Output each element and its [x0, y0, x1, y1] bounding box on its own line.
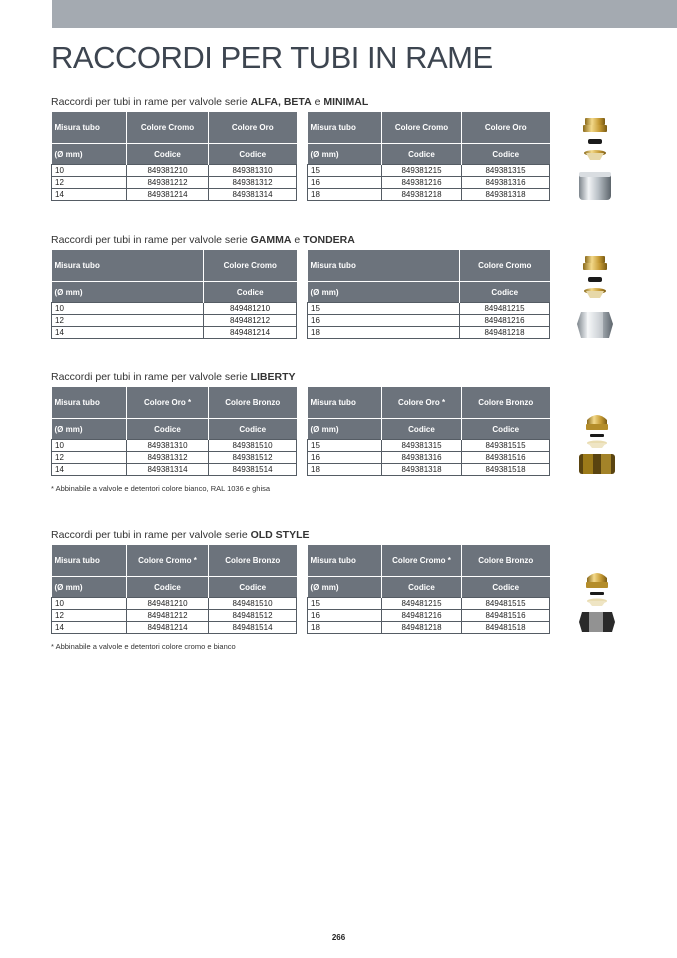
column-header: Colore Cromo — [204, 250, 297, 282]
table-cell: 12 — [52, 452, 127, 464]
section-gamma-tondera — [51, 233, 532, 350]
table-cell: 10 — [52, 440, 127, 452]
column-header: Colore Bronzo — [209, 545, 297, 577]
table-cell: 16 — [308, 315, 460, 327]
codes-table-right — [307, 545, 550, 634]
table-cell: 849381316 — [382, 452, 462, 464]
table-row — [308, 610, 550, 622]
table-cell: 849381516 — [462, 452, 550, 464]
table-cell: 849381510 — [209, 440, 297, 452]
table-cell: 12 — [52, 177, 127, 189]
table-cell: 15 — [308, 440, 382, 452]
table-cell: 12 — [52, 315, 204, 327]
table-cell: 849381218 — [382, 189, 462, 201]
table-row — [308, 464, 550, 476]
table-row — [52, 315, 297, 327]
table-cell: 16 — [308, 177, 382, 189]
fitting-image-old-style — [577, 568, 621, 634]
table-cell: 849381310 — [127, 440, 209, 452]
table-row — [52, 440, 297, 452]
table-cell: 14 — [52, 464, 127, 476]
column-header: Codice — [462, 144, 550, 165]
table-row — [52, 598, 297, 610]
column-header: Colore Oro * — [382, 387, 462, 419]
section-title: Raccordi per tubi in rame per valvole serie OLD STYLE — [51, 529, 310, 541]
table-cell: 18 — [308, 189, 382, 201]
table-cell: 849481212 — [204, 315, 297, 327]
table-cell: 849381214 — [127, 189, 209, 201]
column-header: Codice — [460, 282, 550, 303]
table-cell: 849481215 — [382, 598, 462, 610]
table-cell: 849381316 — [462, 177, 550, 189]
column-header: (Ø mm) — [308, 419, 382, 440]
table-cell: 849381216 — [382, 177, 462, 189]
table-cell: 849481215 — [460, 303, 550, 315]
column-header: (Ø mm) — [308, 577, 382, 598]
column-header: Colore Oro — [462, 112, 550, 144]
table-cell: 849381215 — [382, 165, 462, 177]
table-cell: 14 — [52, 327, 204, 339]
table-row — [308, 315, 550, 327]
column-header: Misura tubo — [52, 545, 127, 577]
table-cell: 849381312 — [127, 452, 209, 464]
section-title: Raccordi per tubi in rame per valvole serie ALFA, BETA e MINIMAL — [51, 96, 369, 108]
column-header: (Ø mm) — [52, 419, 127, 440]
column-header: Codice — [382, 144, 462, 165]
column-header: Codice — [209, 419, 297, 440]
column-header: Colore Bronzo — [462, 545, 550, 577]
footnote: * Abbinabile a valvole e detentori colore bianco, RAL 1036 e ghisa — [51, 484, 271, 493]
table-cell: 849381315 — [462, 165, 550, 177]
table-cell: 849381318 — [382, 464, 462, 476]
section-old-style — [51, 528, 534, 651]
column-header: Misura tubo — [52, 387, 127, 419]
table-cell: 849381212 — [127, 177, 209, 189]
fitting-image-chrome-gold — [575, 114, 619, 206]
column-header: Misura tubo — [52, 250, 204, 282]
table-row — [308, 177, 550, 189]
table-cell: 849381315 — [382, 440, 462, 452]
table-cell: 849481218 — [382, 622, 462, 634]
codes-table-left — [51, 112, 297, 201]
section-title: Raccordi per tubi in rame per valvole serie LIBERTY — [51, 371, 296, 383]
fitting-image-liberty — [577, 410, 621, 476]
table-row — [308, 598, 550, 610]
column-header: Codice — [209, 144, 297, 165]
table-row — [52, 177, 297, 189]
table-cell: 849481510 — [209, 598, 297, 610]
table-cell: 849381314 — [209, 189, 297, 201]
fitting-image-chrome — [575, 252, 619, 344]
table-cell: 849481210 — [127, 598, 209, 610]
footnote: * Abbinabile a valvole e detentori colore cromo e bianco — [51, 642, 236, 651]
table-cell: 15 — [308, 303, 460, 315]
codes-table-right — [307, 387, 550, 476]
table-cell: 849381314 — [127, 464, 209, 476]
table-cell: 849481212 — [127, 610, 209, 622]
table-row — [308, 622, 550, 634]
codes-table-right — [307, 112, 550, 201]
codes-table-left — [51, 250, 297, 339]
table-cell: 18 — [308, 622, 382, 634]
table-cell: 15 — [308, 598, 382, 610]
column-header: Colore Oro * — [127, 387, 209, 419]
table-row — [52, 452, 297, 464]
table-cell: 16 — [308, 452, 382, 464]
table-cell: 849381312 — [209, 177, 297, 189]
table-cell: 849381515 — [462, 440, 550, 452]
column-header: (Ø mm) — [52, 282, 204, 303]
codes-table-left — [51, 545, 297, 634]
table-cell: 14 — [52, 189, 127, 201]
table-cell: 18 — [308, 464, 382, 476]
table-cell: 849381310 — [209, 165, 297, 177]
column-header: Colore Bronzo — [209, 387, 297, 419]
table-cell: 10 — [52, 598, 127, 610]
column-header: Codice — [209, 577, 297, 598]
column-header: Codice — [127, 144, 209, 165]
table-row — [308, 327, 550, 339]
column-header: (Ø mm) — [52, 577, 127, 598]
table-cell: 849381514 — [209, 464, 297, 476]
table-cell: 849481216 — [382, 610, 462, 622]
table-cell: 849481512 — [209, 610, 297, 622]
table-cell: 849481214 — [127, 622, 209, 634]
table-row — [52, 610, 297, 622]
table-row — [308, 189, 550, 201]
table-row — [52, 327, 297, 339]
table-cell: 16 — [308, 610, 382, 622]
table-cell: 849381512 — [209, 452, 297, 464]
table-cell: 849381318 — [462, 189, 550, 201]
column-header: Codice — [462, 577, 550, 598]
table-cell: 10 — [52, 165, 127, 177]
codes-table-right — [307, 250, 550, 339]
column-header: Colore Cromo * — [382, 545, 462, 577]
section-liberty — [51, 370, 534, 493]
column-header: Misura tubo — [52, 112, 127, 144]
column-header: Misura tubo — [308, 387, 382, 419]
table-cell: 849481515 — [462, 598, 550, 610]
column-header: Codice — [204, 282, 297, 303]
table-row — [52, 165, 297, 177]
table-cell: 849481210 — [204, 303, 297, 315]
table-row — [52, 189, 297, 201]
table-cell: 14 — [52, 622, 127, 634]
column-header: Colore Cromo — [460, 250, 550, 282]
table-row — [308, 165, 550, 177]
table-row — [52, 622, 297, 634]
page-number: 266 — [331, 933, 346, 942]
codes-table-left — [51, 387, 297, 476]
section-title: Raccordi per tubi in rame per valvole serie GAMMA e TONDERA — [51, 234, 355, 246]
page-title: RACCORDI PER TUBI IN RAME — [51, 40, 493, 75]
column-header: (Ø mm) — [52, 144, 127, 165]
column-header: Colore Cromo * — [127, 545, 209, 577]
table-cell: 849381210 — [127, 165, 209, 177]
table-cell: 849481514 — [209, 622, 297, 634]
column-header: Colore Bronzo — [462, 387, 550, 419]
column-header: (Ø mm) — [308, 144, 382, 165]
column-header: Misura tubo — [308, 545, 382, 577]
column-header: Codice — [382, 419, 462, 440]
header-band — [52, 0, 677, 28]
column-header: Misura tubo — [308, 250, 460, 282]
table-cell: 15 — [308, 165, 382, 177]
table-cell: 849481518 — [462, 622, 550, 634]
table-row — [308, 440, 550, 452]
table-cell: 849481214 — [204, 327, 297, 339]
column-header: Codice — [382, 577, 462, 598]
column-header: Colore Oro — [209, 112, 297, 144]
column-header: Misura tubo — [308, 112, 382, 144]
column-header: Colore Cromo — [127, 112, 209, 144]
table-row — [52, 464, 297, 476]
column-header: Codice — [462, 419, 550, 440]
column-header: (Ø mm) — [308, 282, 460, 303]
table-cell: 12 — [52, 610, 127, 622]
column-header: Codice — [127, 577, 209, 598]
table-cell: 849481216 — [460, 315, 550, 327]
table-row — [52, 303, 297, 315]
table-row — [308, 452, 550, 464]
table-cell: 849481218 — [460, 327, 550, 339]
table-cell: 18 — [308, 327, 460, 339]
section-alfa-beta-minimal — [51, 95, 527, 212]
table-cell: 10 — [52, 303, 204, 315]
table-cell: 849481516 — [462, 610, 550, 622]
table-row — [308, 303, 550, 315]
column-header: Colore Cromo — [382, 112, 462, 144]
column-header: Codice — [127, 419, 209, 440]
table-cell: 849381518 — [462, 464, 550, 476]
